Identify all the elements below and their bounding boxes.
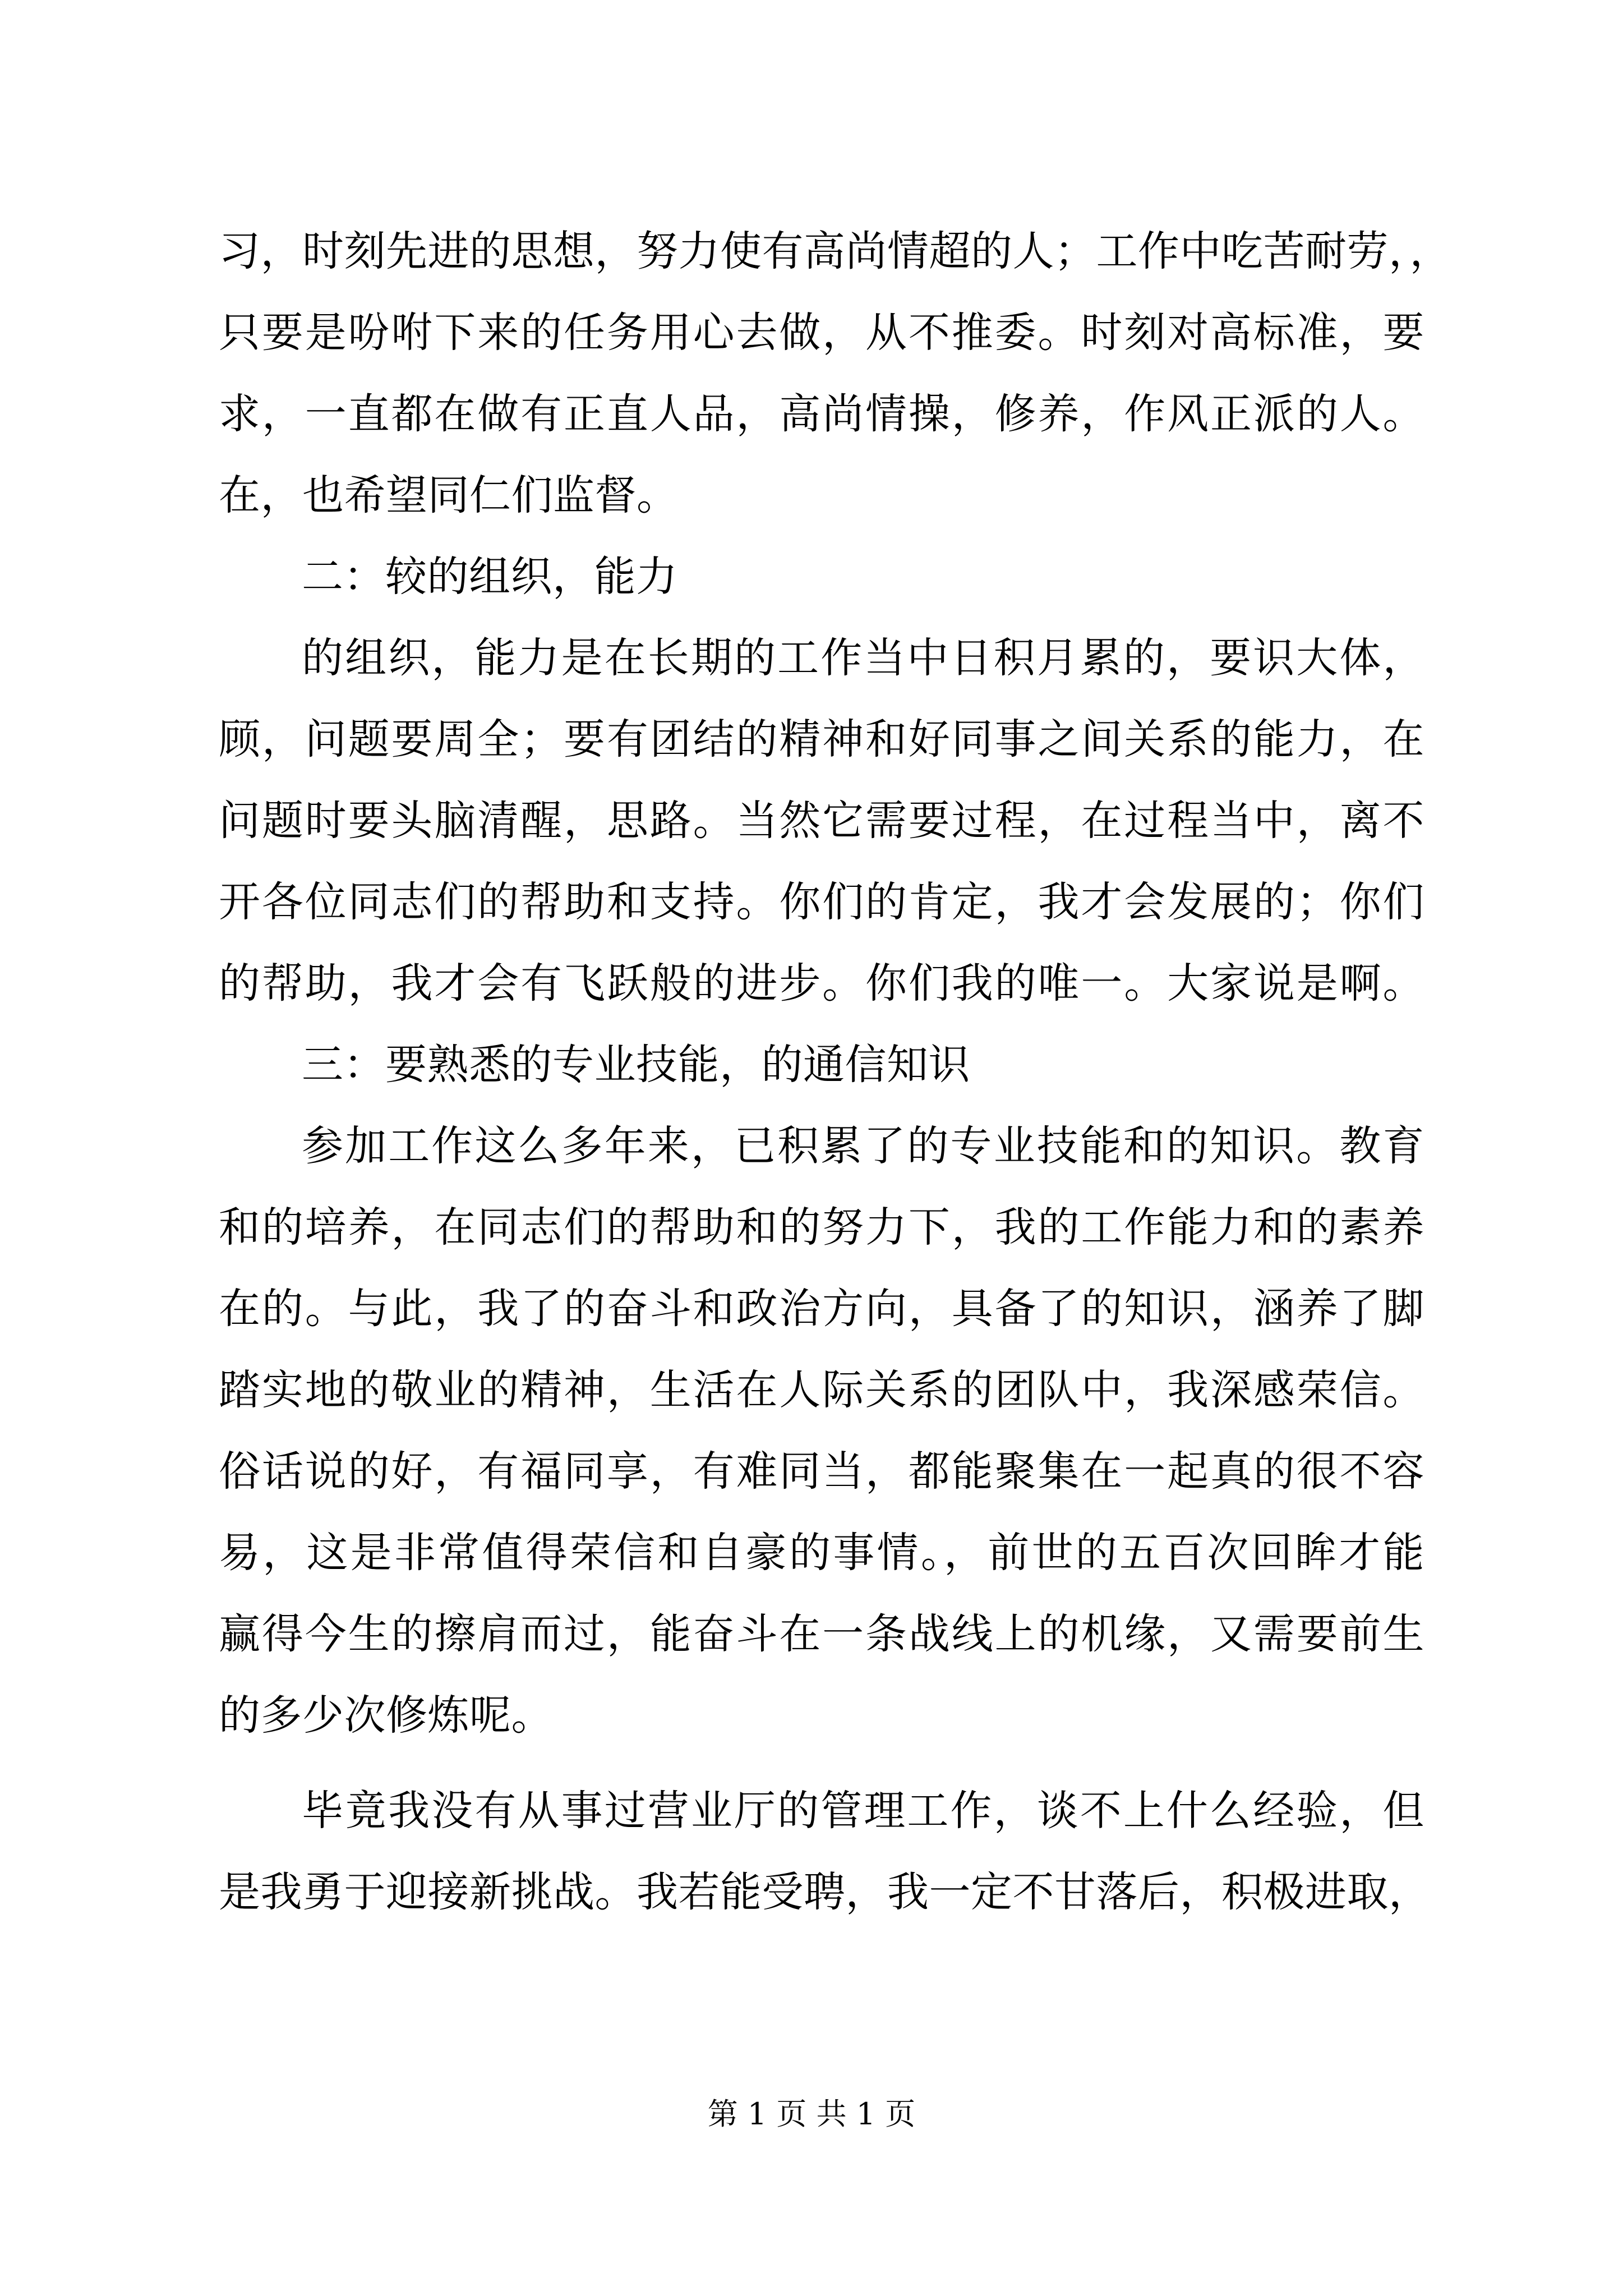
text-line: 问题时要头脑清醒，思路。当然它需要过程，在过程当中，离不 — [219, 797, 1424, 845]
text-line: 求，一直都在做有正直人品，高尚情操，修养，作风正派的人。 — [219, 390, 1424, 438]
text-line: 踏实地的敬业的精神，生活在人际关系的团队中，我深感荣信。 — [219, 1366, 1424, 1414]
text-line: 只要是吩咐下来的任务用心去做，从不推委。时刻对高标准，要 — [219, 309, 1424, 357]
section-heading: 三：要熟悉的专业技能，的通信知识 — [302, 1041, 970, 1089]
text-line: 赢得今生的擦肩而过，能奋斗在一条战线上的机缘，又需要前生 — [219, 1610, 1424, 1658]
text-line: 易，这是非常值得荣信和自豪的事情。，前世的五百次回眸才能 — [219, 1529, 1424, 1577]
text-line: 俗话说的好，有福同享，有难同当，都能聚集在一起真的很不容 — [219, 1447, 1424, 1496]
text-line: 参加工作这么多年来，已积累了的专业技能和的知识。教育 — [302, 1122, 1424, 1170]
text-line: 的组织，能力是在长期的工作当中日积月累的，要识大体， — [302, 634, 1424, 682]
text-line: 的多少次修炼呢。 — [219, 1691, 553, 1740]
section-heading: 二：较的组织，能力 — [302, 553, 678, 601]
text-line: 在的。与此，我了的奋斗和政治方向，具备了的知识，涵养了脚 — [219, 1285, 1424, 1333]
text-line: 顾，问题要周全；要有团结的精神和好同事之间关系的能力，在 — [219, 715, 1424, 763]
text-line: 是我勇于迎接新挑战。我若能受聘，我一定不甘落后，积极进取， — [219, 1868, 1431, 1916]
text-line: 习，时刻先进的思想，努力使有高尚情超的人；工作中吃苦耐劳，， — [219, 227, 1451, 275]
text-line: 和的培养，在同志们的帮助和的努力下，我的工作能力和的素养 — [219, 1203, 1424, 1251]
text-line: 开各位同志们的帮助和支持。你们的肯定，我才会发展的；你们 — [219, 878, 1424, 926]
text-line: 毕竟我没有从事过营业厅的管理工作，谈不上什么经验，但 — [302, 1787, 1424, 1835]
text-line: 在，也希望同仁们监督。 — [219, 471, 679, 519]
text-line: 的帮助，我才会有飞跃般的进步。你们我的唯一。大家说是啊。 — [219, 959, 1424, 1007]
page-footer: 第 1 页 共 1 页 — [707, 2096, 916, 2132]
